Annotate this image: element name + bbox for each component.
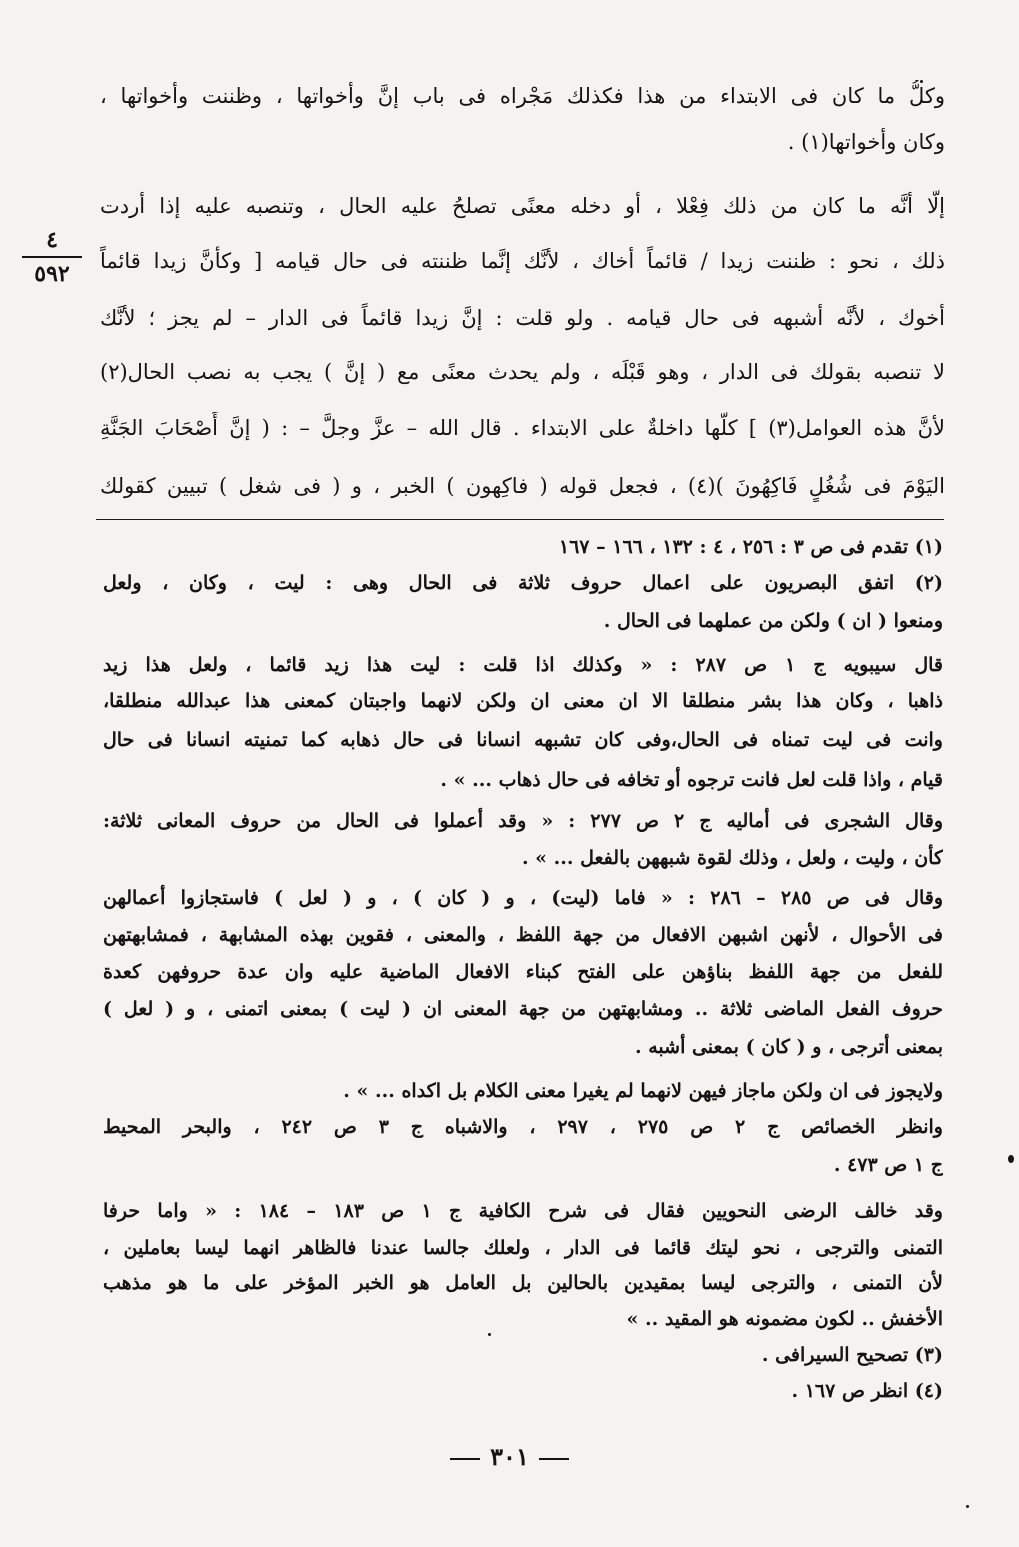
footnote-line: (٤) انظر ص ١٦٧ . xyxy=(791,1380,943,1402)
footnote-line: الأخفش .. لكون مضمونه هو المقيد .. » xyxy=(626,1308,943,1330)
footnote-line: وانظر الخصائص ج ٢ ص ٢٧٥ ، ٢٩٧ ، والاشباه ج ٣ ص ٢٤٢ ، والبحر المحيط xyxy=(103,1116,943,1138)
footnote-line: التمنى والترجى ، نحو ليتك قائما فى الدار ، ولعلك جالسا عندنا فالظاهر انهما ليسا بعاملين ، xyxy=(103,1237,943,1259)
footnote-line: ومنعوا ( ان ) ولكن من عملهما فى الحال . xyxy=(603,610,943,632)
page-number xyxy=(0,1442,1019,1471)
footnote-line: حروف الفعل الماضى ثلاثة .. ومشابهتهن من جهة المعنى ان ( ليت ) بمعنى اتمنى ، و ( لعل ) xyxy=(103,998,943,1020)
margin-ref-volume: ٤ xyxy=(22,226,82,258)
footnote-line: (٢) اتفق البصريون على اعمال حروف ثلاثة فى الحال وهى : ليت ، وكان ، ولعل xyxy=(103,572,943,594)
margin-page-reference xyxy=(22,226,82,288)
footnote-line: وقد خالف الرضى النحويين فقال فى شرح الكافية ج ١ ص ١٨٣ – ١٨٤ : « واما حرفا xyxy=(103,1200,943,1222)
scan-speck xyxy=(488,1333,491,1336)
footnote-line: لأن التمنى ، والترجى ليسا بمقيدين بالحالين بل العامل هو الخبر المؤخر على ما هو مذهب xyxy=(103,1272,943,1294)
main-text-line: لا تنصبه بقولك فى الدار ، وهو قَبْلَه ، ولم يحدث معنًى مع ( إنَّ ) يجب به نصب الحال(٢) xyxy=(100,360,945,384)
scan-speck xyxy=(920,80,923,83)
main-text-line: وكلُّ ما كان فى الابتداء من هذا فكذلك مَجْراه فى باب إنَّ وأخواتها ، وظننت وأخواتها ، xyxy=(100,84,945,108)
main-text-line: أخوك ، لأنَّه أشبهه فى حال قيامه . ولو قلت : إنَّ زيدا قائماً فى الدار – لم يجز ؛ لأنَّك xyxy=(100,306,945,330)
footnote-line: (١) تقدم فى ص ٣ : ٢٥٦ ، ٤ : ١٣٢ ، ١٦٦ – ١٦٧ xyxy=(558,536,943,558)
footnote-line: كأن ، وليت ، ولعل ، وذلك لقوة شبههن بالفعل ... » . xyxy=(521,847,943,869)
main-text-line: وكان وأخواتها(١) . xyxy=(787,130,945,154)
page-number-text: ٣٠١ xyxy=(490,1442,529,1471)
folio-dash-right xyxy=(539,1458,569,1460)
footnote-line: ولايجوز فى ان ولكن ماجاز فيهن لانهما لم يغيرا معنى الكلام بل اكداه ... » . xyxy=(343,1080,943,1102)
footnote-line: وانت فى ليت تمناه فى الحال،وفى كان تشبهه انسانا فى حال ذهابه كما تمنيته انسانا فى حال xyxy=(103,729,943,751)
margin-ref-page: ٥٩٢ xyxy=(34,261,70,287)
main-text-line: اليَوْمَ فى شُغُلٍ فَاكِهُونَ )(٤) ، فجعل قوله ( فاكِهون ) الخبر ، و ( فى شغل ) تبيين كقولك xyxy=(100,474,945,498)
footnote-line: للفعل من جهة اللفظ بناؤهن على الفتح كبناء الافعال الماضية عليه وان عدة حروفهن كعدة xyxy=(103,961,943,983)
footnote-line: وقال الشجرى فى أماليه ج ٢ ص ٢٧٧ : « وقد أعملوا فى الحال من حروف المعانى ثلاثة: xyxy=(103,810,943,832)
main-text-line: إلَّا أنَّه ما كان من ذلك فِعْلا ، أو دخله معنًى تصلحُ عليه الحال ، وتنصبه عليه إذا أردت xyxy=(100,194,945,218)
scan-speck xyxy=(966,1505,969,1508)
footnote-line: ج ١ ص ٤٧٣ . xyxy=(833,1154,943,1176)
folio-dash-left xyxy=(450,1458,480,1460)
footnote-line: قيام ، واذا قلت لعل فانت ترجوه أو تخافه فى حال ذهاب ... » . xyxy=(440,769,943,791)
main-text-line: ذلك ، نحو : ظننت زيدا / قائماً أخاك ، لأنَّك إنَّما ظننته فى حال قيامه [ وكأنَّ زيدا قائماً xyxy=(100,249,945,273)
footnote-line: (٣) تصحيح السيرافى . xyxy=(761,1344,943,1366)
footnote-line: بمعنى أترجى ، و ( كان ) بمعنى أشبه . xyxy=(635,1036,943,1058)
footnote-line: ذاهبا ، وكان هذا بشر منطلقا الا ان معنى ان ولكن لانهما واجبتان كمعنى هذا عبدالله منطلقا، xyxy=(103,690,943,712)
main-text-line: لأنَّ هذه العوامل(٣) ] كلُّها داخلةٌ على الابتداء . قال الله – عزَّ وجلَّ – : ( إنَّ أَصْحَابَ الجَنَّةِ xyxy=(100,416,945,440)
footnote-line: قال سيبويه ج ١ ص ٢٨٧ : « وكذلك اذا قلت : ليت هذا زيد قائما ، ولعل هذا زيد xyxy=(103,654,943,676)
footnote-line: فى الأحوال ، لأنهن اشبهن الافعال من جهة اللفظ ، والمعنى ، فقوين بهذه المشابهة ، فمشابهتهن xyxy=(103,924,943,946)
scan-speck xyxy=(1008,1155,1014,1163)
footnote-divider xyxy=(96,519,944,520)
footnote-line: وقال فى ص ٢٨٥ – ٢٨٦ : « فاما (ليت) ، و ( كان ) ، و ( لعل ) فاستجازوا أعمالهن xyxy=(103,887,943,909)
